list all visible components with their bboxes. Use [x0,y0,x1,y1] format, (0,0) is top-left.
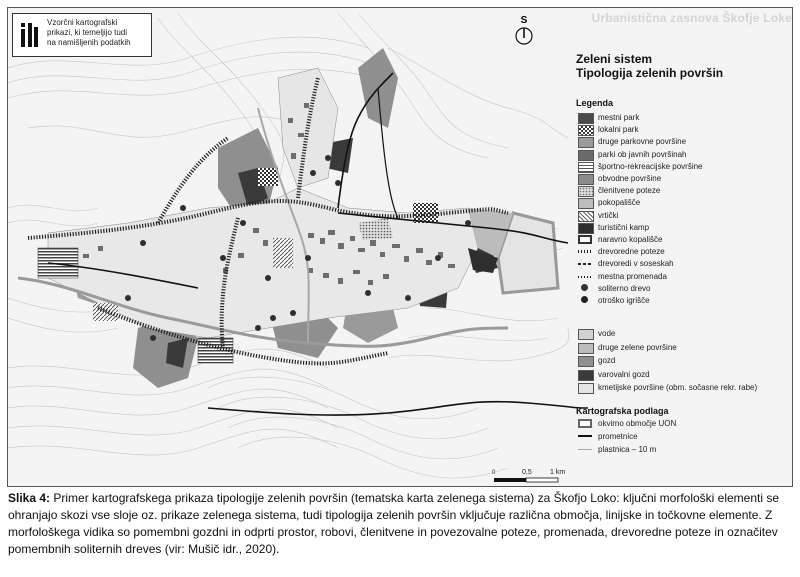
legend-swatch [578,435,592,437]
north-label: S [520,15,528,26]
legend-item [576,222,790,233]
legend-item [576,355,790,366]
scale-start-label: 0 [492,470,496,476]
legend-item-label: okvirno območje UON [598,419,677,428]
legend-swatch [578,137,594,148]
legend-item [576,369,790,380]
legend [568,44,790,480]
legend-item [576,342,790,353]
legend-subtitle: Tipologija zelenih površin [576,66,724,80]
compass-icon [514,26,534,46]
legend-item [576,418,790,429]
legend-item [576,185,790,196]
legend-swatch [578,343,594,354]
sample-map-notice [12,13,152,57]
legend-item-label: prometnice [598,432,638,441]
legend-item-label: členitvene poteze [598,186,661,196]
legend-swatch [578,150,594,161]
scale-mid-label: 0,5 [522,469,532,476]
legend-swatch [578,276,592,278]
legend-base-heading: Kartografska podlaga [576,406,669,416]
legend-swatch [578,125,594,136]
legend-item [576,136,790,147]
legend-item-label: turistični kamp [598,222,650,232]
legend-item [576,124,790,135]
legend-swatch [578,329,594,340]
legend-item [576,197,790,208]
legend-item-label: mestna promenada [598,271,667,281]
legend-swatch [581,296,588,303]
legend-title: Zeleni sistem [576,52,653,66]
legend-item-label: vrtički [598,210,619,220]
legend-item [576,234,790,245]
legend-item-label: mestni park [598,113,640,122]
legend-item-label: obvodne površine [598,174,662,183]
logo-icon [19,19,41,51]
legend-item [576,210,790,221]
legend-item [576,161,790,172]
legend-item [576,431,790,442]
caption-label: Slika 4: [8,491,51,505]
legend-swatch [578,113,594,124]
legend-item-label: druge zelene površine [598,342,677,352]
legend-item [576,283,790,294]
legend-swatch [578,419,592,428]
legend-item [576,382,790,393]
legend-swatch [578,174,594,185]
notice-line: prikazi, ki temeljijo tudi [47,28,128,37]
legend-item-label: športno-rekreacijske površine [598,161,703,171]
legend-swatch [578,383,594,394]
legend-swatch [578,263,592,265]
figure-caption [8,490,794,558]
notice-line: na namišljenih podatkih [47,38,131,47]
legend-item [576,149,790,160]
legend-item-label: plastnica – 10 m [598,445,657,454]
legend-item [576,295,790,306]
legend-item-label: varovalni gozd [598,369,650,379]
legend-item-label: parki ob javnih površinah [598,149,687,159]
legend-item [576,271,790,282]
legend-item [576,112,790,123]
legend-swatch [578,198,594,209]
legend-swatch [581,284,588,291]
legend-item-label: kmetijske površine (obm. sočasne rekr. rabe) [598,383,758,392]
legend-swatch [578,250,592,253]
legend-item [576,444,790,455]
scale-end-label: 1 km [550,469,566,476]
legend-item-label: gozd [598,356,616,365]
caption-text: Primer kartografskega prikaza tipologije zelenih površin (tematska karta zelenega sistema) za Škofjo Loko: ključni morfološki elementi se ohranjajo skozi vse sloje oz. prikaze zelenega sistema, tudi tipologija zelenih površin vključuje različna območja, linijske in točkovne elemente. Z morfološkega vidika so pomembni gozdni in odprti prostor, robovi, členitvene in povezovalne poteze, promenada, drevoredne poteze in označitev pomembnih soliternih dreves (vir: Mušič idr., 2020). [8,491,780,556]
legend-swatch [578,162,594,173]
map-header-title: Urbanistična zasnova Škofje Loke [591,11,792,25]
north-arrow [514,16,534,51]
legend-swatch [578,186,594,197]
legend-swatch [578,235,592,244]
legend-swatch [578,449,592,450]
legend-item-label: vode [598,329,616,338]
legend-item [576,258,790,269]
notice-text [47,18,131,48]
legend-swatch [578,356,594,367]
legend-item [576,246,790,257]
legend-item-label: lokalni park [598,125,639,135]
legend-heading: Legenda [576,98,614,108]
legend-item-label: soliterno drevo [598,283,651,293]
legend-item-label: druge parkovne površine [598,137,687,147]
legend-item [576,328,790,339]
legend-swatch [578,211,594,222]
legend-item-label: naravno kopališče [598,235,663,244]
notice-line: Vzorčni kartografski [47,18,118,27]
legend-swatch [578,370,594,381]
legend-item [576,173,790,184]
legend-item-label: pokopališče [598,198,641,208]
legend-item-label: drevoredne poteze [598,247,665,257]
legend-item-label: otroško igrišče [598,296,650,305]
legend-swatch [578,223,594,234]
scale-bar [490,466,570,486]
legend-item-label: drevoredi v soseskah [598,259,674,269]
map-frame [7,7,793,487]
